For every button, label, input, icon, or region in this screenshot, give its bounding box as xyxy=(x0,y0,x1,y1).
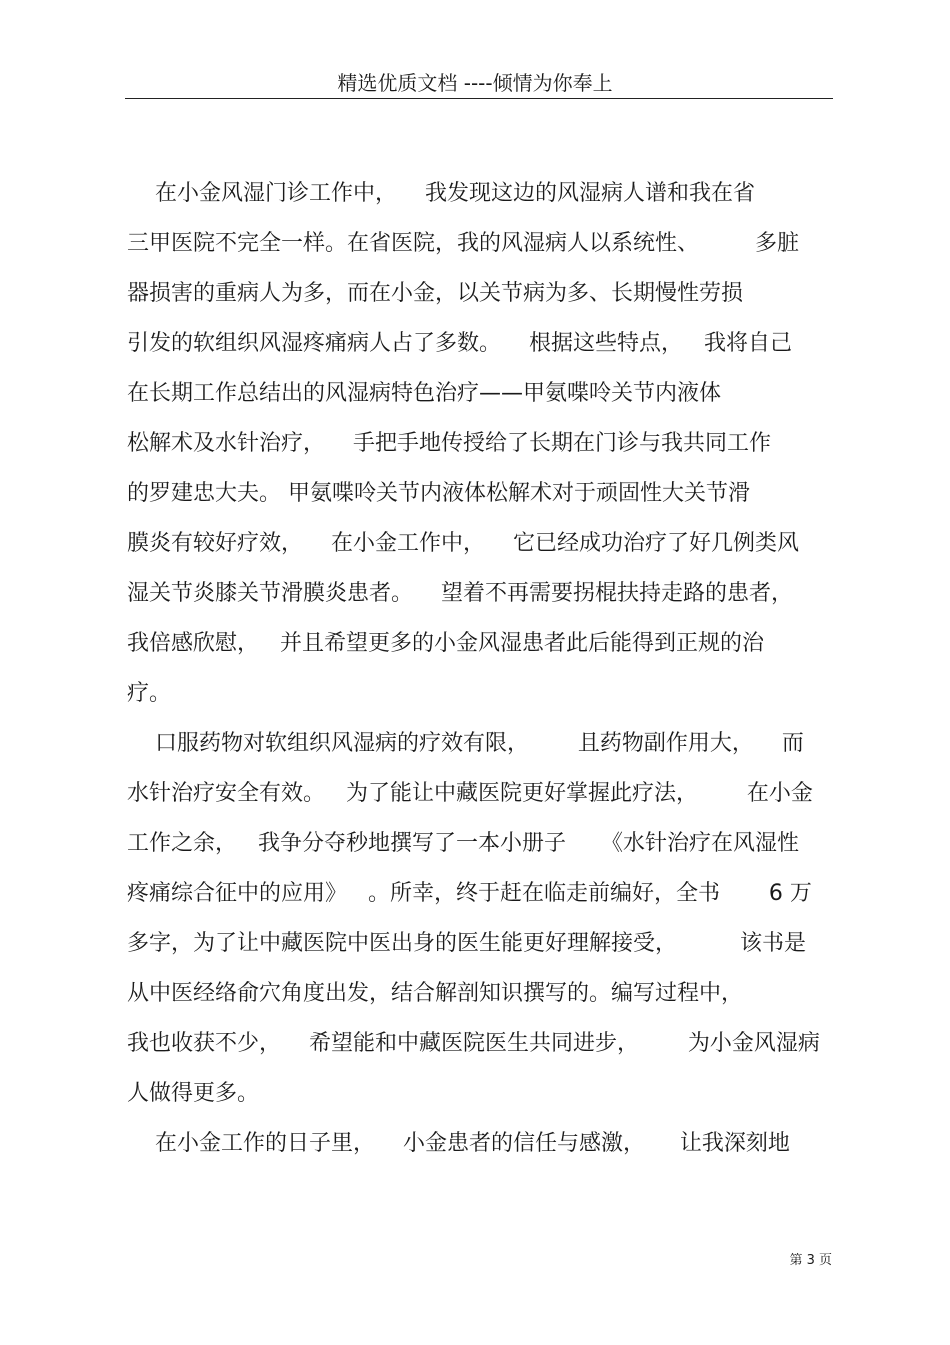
document-body xyxy=(127,174,837,1174)
header-divider xyxy=(125,98,833,99)
page-number: 第 3 页 xyxy=(789,1253,832,1268)
body-line: 工作之余， 我争分夺秒地撰写了一本小册子 《水针治疗在风湿性 xyxy=(127,831,799,856)
body-line: 疗。 xyxy=(127,681,172,706)
body-line: 湿关节炎膝关节滑膜炎患者。 望着不再需要拐棍扶持走路的患者， xyxy=(127,581,793,606)
body-line: 松解术及水针治疗， 手把手地传授给了长期在门诊与我共同工作 xyxy=(127,431,771,456)
body-line: 在小金工作的日子里， 小金患者的信任与感激， 让我深刻地 xyxy=(127,1131,790,1156)
body-line: 器损害的重病人为多，而在小金，以关节病为多、长期慢性劳损 xyxy=(127,281,744,306)
body-line: 我也收获不少， 希望能和中藏医院医生共同进步， 为小金风湿病 xyxy=(127,1031,820,1056)
page-header: 精选优质文档 ----倾情为你奉上 xyxy=(337,71,613,95)
body-line: 疼痛综合征中的应用》 。所幸，终于赶在临走前编好，全书 6 万 xyxy=(127,881,812,906)
body-line: 在长期工作总结出的风湿病特色治疗——甲氨喋呤关节内液体 xyxy=(127,381,722,406)
body-line: 在小金风湿门诊工作中， 我发现这边的风湿病人谱和我在省 xyxy=(127,181,755,206)
body-line: 多字，为了让中藏医院中医出身的医生能更好理解接受， 该书是 xyxy=(127,931,806,956)
body-line: 膜炎有较好疗效， 在小金工作中， 它已经成功治疗了好几例类风 xyxy=(127,531,799,556)
body-line: 我倍感欣慰， 并且希望更多的小金风湿患者此后能得到正规的治 xyxy=(127,631,764,656)
body-line: 引发的软组织风湿疼痛病人占了多数。 根据这些特点， 我将自己 xyxy=(127,331,792,356)
body-line: 人做得更多。 xyxy=(127,1081,260,1106)
body-line: 水针治疗安全有效。 为了能让中藏医院更好掌握此疗法， 在小金 xyxy=(127,781,813,806)
body-line: 从中医经络俞穴角度出发，结合解剖知识撰写的。编写过程中， xyxy=(127,981,744,1006)
body-line: 口服药物对软组织风湿病的疗效有限， 且药物副作用大， 而 xyxy=(127,731,804,756)
body-line: 三甲医院不完全一样。在省医院，我的风湿病人以系统性、 多脏 xyxy=(127,231,799,256)
body-line: 的罗建忠大夫。 甲氨喋呤关节内液体松解术对于顽固性大关节滑 xyxy=(127,481,750,506)
